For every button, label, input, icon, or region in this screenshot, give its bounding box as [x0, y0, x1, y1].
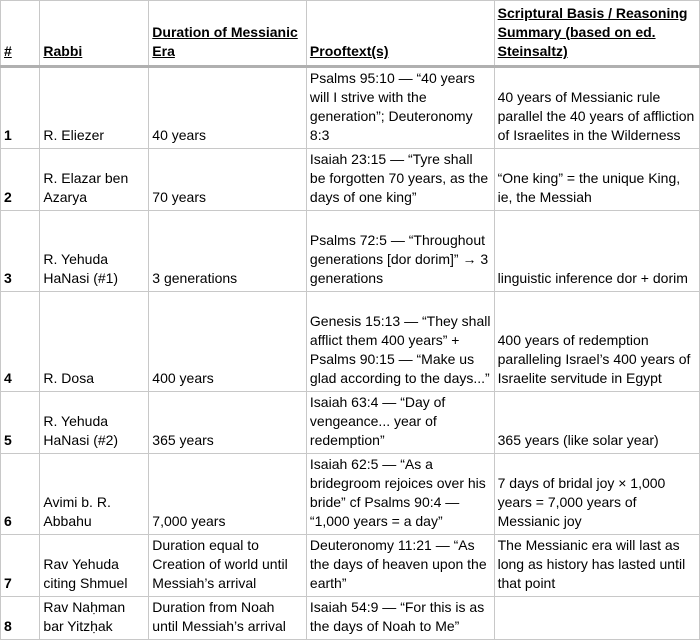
rabbi-cell: R. Eliezer: [40, 67, 149, 149]
duration-cell: Duration from Noah until Messiah’s arrival: [149, 597, 307, 640]
table-row: [1, 149, 700, 211]
duration-cell: 400 years: [149, 292, 307, 392]
basis-cell: linguistic inference dor + dorim: [494, 211, 699, 292]
duration-cell: 3 generations: [149, 211, 307, 292]
row-number: 5: [1, 392, 40, 454]
row-number: 4: [1, 292, 40, 392]
duration-cell: Duration equal to Creation of world until Messiah’s arrival: [149, 535, 307, 597]
prooftext-cell: Psalms 72:5 — “Throughout generations [dor dorim]” → 3 generations: [306, 211, 494, 292]
row-number: 7: [1, 535, 40, 597]
rabbi-cell: R. Yehuda HaNasi (#1): [40, 211, 149, 292]
duration-cell: 7,000 years: [149, 454, 307, 535]
row-number: 3: [1, 211, 40, 292]
table-row: [1, 392, 700, 454]
header-duration: Duration of Messianic Era: [149, 1, 307, 67]
row-number: 1: [1, 67, 40, 149]
basis-cell: The Messianic era will last as long as history has lasted until that point: [494, 535, 699, 597]
table-row: [1, 597, 700, 640]
duration-cell: 70 years: [149, 149, 307, 211]
prooftext-cell: Isaiah 54:9 — “For this is as the days of Noah to Me”: [306, 597, 494, 640]
header-prooftext: Prooftext(s): [306, 1, 494, 67]
prooftext-cell: Isaiah 63:4 — “Day of vengeance... year of redemption”: [306, 392, 494, 454]
basis-cell: “One king” = the unique King, ie, the Messiah: [494, 149, 699, 211]
prooftext-cell: Isaiah 62:5 — “As a bridegroom rejoices over his bride” cf Psalms 90:4 — “1,000 years = a day”: [306, 454, 494, 535]
header-basis: Scriptural Basis / Reasoning Summary (based on ed. Steinsaltz): [494, 1, 699, 67]
table-row: [1, 454, 700, 535]
prooftext-cell: Psalms 95:10 — “40 years will I strive with the generation”; Deuteronomy 8:3: [306, 67, 494, 149]
prooftext-cell: Genesis 15:13 — “They shall afflict them 400 years” + Psalms 90:15 — “Make us glad according to the days...”: [306, 292, 494, 392]
table-row: [1, 292, 700, 392]
table-row: [1, 535, 700, 597]
header-num: #: [1, 1, 40, 67]
duration-cell: 365 years: [149, 392, 307, 454]
basis-cell: 400 years of redemption paralleling Israel’s 400 years of Israelite servitude in Egypt: [494, 292, 699, 392]
header-rabbi: Rabbi: [40, 1, 149, 67]
rabbi-cell: R. Elazar ben Azarya: [40, 149, 149, 211]
row-number: 6: [1, 454, 40, 535]
prooftext-cell: Deuteronomy 11:21 — “As the days of heaven upon the earth”: [306, 535, 494, 597]
header-row: [1, 1, 700, 67]
rabbi-cell: Avimi b. R. Abbahu: [40, 454, 149, 535]
table-row: [1, 67, 700, 149]
rabbi-cell: Rav Naḥman bar Yitzḥak: [40, 597, 149, 640]
basis-cell: [494, 597, 699, 640]
basis-cell: 7 days of bridal joy × 1,000 years = 7,000 years of Messianic joy: [494, 454, 699, 535]
rabbi-cell: Rav Yehuda citing Shmuel: [40, 535, 149, 597]
table-row: [1, 211, 700, 292]
rabbi-cell: R. Yehuda HaNasi (#2): [40, 392, 149, 454]
row-number: 2: [1, 149, 40, 211]
basis-cell: 40 years of Messianic rule parallel the 40 years of affliction of Israelites in the Wilderness: [494, 67, 699, 149]
duration-cell: 40 years: [149, 67, 307, 149]
row-number: 8: [1, 597, 40, 640]
prooftext-cell: Isaiah 23:15 — “Tyre shall be forgotten 70 years, as the days of one king”: [306, 149, 494, 211]
rabbi-cell: R. Dosa: [40, 292, 149, 392]
basis-cell: 365 years (like solar year): [494, 392, 699, 454]
